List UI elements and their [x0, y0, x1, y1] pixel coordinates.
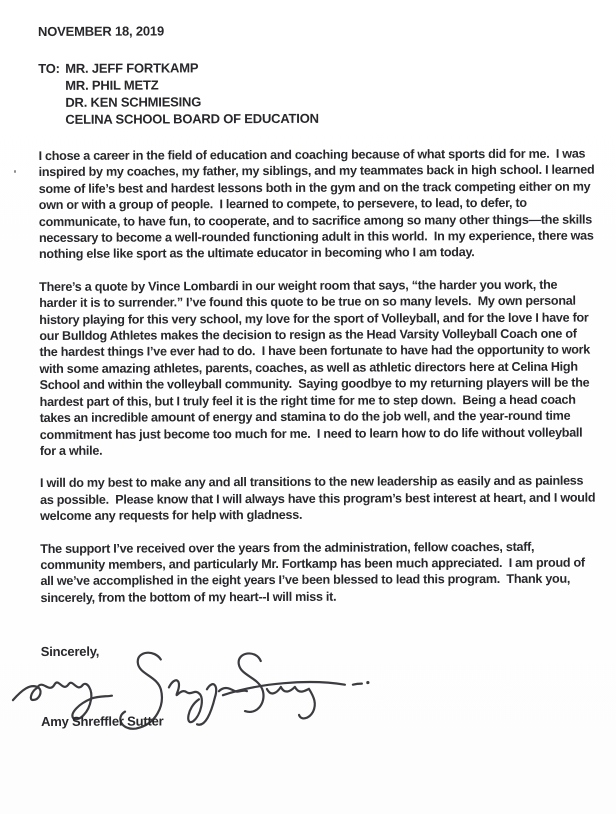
letter-date: NOVEMBER 18, 2019 [38, 23, 165, 39]
recipient-name: DR. KEN SCHMIESING [65, 94, 202, 110]
letter-body [38, 22, 601, 745]
recipient-name: MR. PHIL METZ [65, 77, 159, 93]
closing-block [41, 642, 601, 744]
closing-salutation: Sincerely, [40, 643, 100, 660]
body-paragraph: The support I’ve received over the years from the administration, fellow coaches, staff, community members, and particularly Mr. Fortkamp has been much appreciated. I am proud of all we’ve accomplished in the eight years I’ve been blessed to lead this program. Thank you, sincerely, from the bottom of my heart--I will miss it. [40, 539, 589, 605]
body-paragraph: There’s a quote by Vince Lombardi in our weight room that says, “the harder you work, the harder it is to surrender.” I’ve found this quote to be true on so many levels. My own personal history playing for this very school, my love for the sport of Volleyball, and for the love I have for our Bulldog Athletes makes the decision to resign as the Head Varsity Volleyball Coach one of the hardest things I’ve ever had to do. I have been fortunate to have had the opportunity to work with some amazing athletes, parents, coaches, as well as athletic directors here at Celina High School and within the volleyball community. Saying goodbye to my returning players will be the hardest part of this, but I truly feel it is the right time for me to step down. Being a head coach takes an incredible amount of energy and stamina to do the job well, and the year-round time commitment has just become too much for me. I need to learn how to do life without volleyball for a while. [39, 277, 594, 458]
signature-typed-name: Amy Shreffler Sutter [41, 713, 164, 730]
body-paragraph: I will do my best to make any and all transitions to the new leadership as easily and as painless as possible. Please know that I will always have this program’s best interest at heart, and I would welcome any requests for help with gladness. [39, 473, 599, 524]
recipient-name: MR. JEFF FORTKAMP [65, 60, 199, 76]
to-label: TO: [38, 60, 60, 76]
recipient-block [38, 58, 598, 128]
recipient-name: CELINA SCHOOL BOARD OF EDUCATION [65, 110, 319, 127]
scan-artifact-dot [14, 170, 16, 173]
body-paragraph: I chose a career in the field of education and coaching because of what sports did for me. I was inspired by my coaches, my father, my siblings, and my teammates back in high school. I learned some of life’s best and hardest lessons both in the gym and on the track competing either on my own or with a group of people. I learned to compete, to persevere, to lead, to defer, to communicate, to have fun, to cooperate, and to sacrifice among so many other things—the skills necessary to become a well-rounded functioning adult in this world. In my experience, there was nothing else like sport as the ultimate educator in becoming who I am today. [38, 146, 598, 262]
recipient-list [65, 59, 319, 128]
